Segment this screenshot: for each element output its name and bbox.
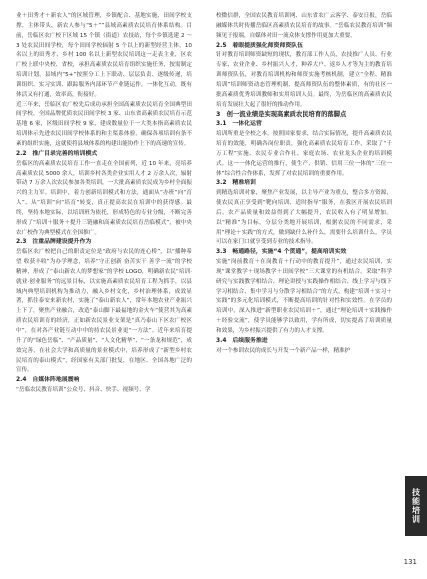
- section-side-tab: [405, 476, 427, 536]
- chapter-heading: 3 创一流业绩是实现高素质农民培育的落脚点: [216, 111, 347, 119]
- section-heading: 3.1 一体化运营: [216, 121, 262, 128]
- paragraph: 针对教育培训师资缺短的现状，教育部工作人员，农技推广人员、行业专家、农业企业、乡村振兴人才、种养大户、返乡人才等为主的教育培训师资队伍，对教育培训机构和师资实施考核机制，建立“全程、精准培训”培训师资动态管理机制，提高师资队伍的整体素质，有的社区一批高素质优秀培训教师和实用培训人员。最终，为岳临区的高素质农民培育发展壮大起了很好的推动作用。: [216, 52, 392, 108]
- section-heading: 2.3 注重品牌建设提升作为: [16, 239, 92, 246]
- section-heading: 3.4 后续服务推进: [216, 337, 268, 344]
- section-heading: 3.2 精准培训: [216, 180, 256, 187]
- paragraph: 近三年来，岳临区农广校先后成功承担全国高素质农民培育全国典型田间学校、全国品牌优质农民田间学校 3 家、山东省高素质农民培育示范基地 6 家，区级田间学校 9 家，建成数量位于一大类本指高素质农民培训体示先进农民田间学校体系的和主渠系体验，确保各项培训有条不紊的组织实施，这就使将县域体系的构建出能协作上下的高速的宣传。: [16, 101, 192, 147]
- section-heading: 3.3 畅通路径，实施“4 个贯通”，提高培训实效: [216, 249, 347, 256]
- left-text-column: [16, 12, 192, 396]
- right-text-column: [216, 12, 392, 357]
- page-number: 131: [403, 558, 417, 566]
- paragraph: 业＋田秀才＋新农人”的区域管理，乡镇配合、基地实施、田间学校支撑，主体带头，新农人参与“5＋””县域高素质农民培育体系结构。目前，岳临区农广校下区域 15 个镇（街道）农技站，每个乡镇选建 2 ～ 3 处农民田间学校，每个田间学校辐射 5 个以上的新型经营主体，10 名以上的田秀才、乡村 100 名以上新型农民培训这一走表主业，区农广校上联中央校、省校，承担高素质农民培育组织实施任务，按需制定培训计划，县域内“5+”按照分工上下联动、层层负责、逐级传递，培训组织、实习实训、跟踪服务内部环节产业链运作，一体化互动，既有体活又有打通，效率高，衔接好。: [16, 13, 194, 98]
- section-heading: 2.5 着眼提质强化师资师资队伍: [216, 42, 304, 49]
- paragraph: 岳临区的高素质农民培育工作一直走在全国前列，近 10 年来，亮培养高素质农民 5000 余人，培训乡村各类企业实用人才 2 万余人次，辐射带动 7 万余人次农民参加各类培训，一大批高素质农民成为乡村全面振兴的主力军。培训中，着力创新培训模式和方法，通面从“办班”向“育人”、从“培训”向“培育”转变，真正提高农民在培训中的获得感。最终，坚持本地实际，以培训班为依托，形成特色的专业分级，不断完善形成了“培训＋服务＋提升三链融和高素质农民培育岳临模式”，被中央农广校作为典型模式在全国推广。: [16, 160, 192, 236]
- paragraph: 校微信群，全国农民教育培训网、山东省农广云客学、泰安日报，岳临融媒体共时传播岳临区高素质农民培育的故事。“岳临农民教育培训”频频见于报端，自媒体对田一流众体支撑作用更加大重要。: [216, 13, 392, 39]
- paragraph: 培训所重是全校之本，按照国家要求，结合实际情况，提升高素质农民培育的效能，明确各岗位职责，强化高素质农民培育工作，采取了“千万工程”实施、农民专业合作社、家庭农场、农业龙头企业的培训模式。这一一体化运营的推行，使生产、供销、信用三位一体的“三位一体”综合性合作体系，发挥了对农民培训的重要作用。: [216, 131, 392, 177]
- side-tab-label: 技能培训: [411, 488, 421, 524]
- paragraph: 对一个参训农民的成长与开发一个新产品一样，精准护: [216, 347, 351, 354]
- paragraph: “岳临农民教育培训”公众号、抖音、快手、视频号、学: [16, 387, 151, 394]
- paragraph: 岳临区农广校把自己的职责定位是“政府与农民的连心桥”，以“播种希望 收获丰收”为办学理念，培养“守正创新 奋苦实干 善学一流”的学校精神，形成了“泰山新农人的梦想家”的学校 LOGO，明确新农民“培训·就业·创业服务”的远景目标，以实施高素质农民培育工程为抓手，以县域内典型培训机构为推动力，融入乡村文化，乡村治理体系，成效显著，抓住泰安来新农村，实施了“泰山新农人”，常年本地农业产业振兴上下了，聚焦产业融合，改造“泰山脚下最福地的金火车”使营其为高素质农民培训育的经济，正如新农民景业支架是“真乃泰山下区农广校区中”，在对各产业链互动中中的持农民景业更“一方法”。近年来培育提升了的“绿色岳临”、“产品质量”、“人文化精华”、“一条龙和规范”，成效完善，在社会大学和高质量的景业模式中，培养形成了“新型乡村农民培育的泰山模式”，经国家有关部门批复，在地区、全国各地广泛的宣传。: [16, 249, 192, 374]
- paragraph: 到精选培训对象，聚焦产业发展，以主导产业为重点，整合多方资源，使农民真正享受到“靶向培训、适时指导”服务，在我区开展农民培训后，农产品质量和效益得到了大幅提升，农民收入有了明显增加。以“精准”为目标，分层分类地开展培训，根据农民的不同需求，采用“理论＋实践”的方式，做到缺什么补什么，需要什么培训什么，学员可以在家门口就享受到专业的技术指导。: [216, 190, 392, 246]
- paragraph: 实施“岗前教育＋在岗教育＋行动中的教育提升”，通过农民培训，实现“课堂教学＋现场教学＋田间学校”三大课堂的有机结合。采取“科学研究与实践教学相结合、理论讲授与实践操作相结合、线上学习与线下学习相结合、集中学习与分散学习相结合”的方式，构建“培训＋实习＋实践”的多元化培训模式，不断提高培训的针对性和实效性。在学员的培训中，深入推进“新型职业农民培训＋”，通过“理论培训＋实践操作＋经验交流”，使学员能够学以致用，学有所成，切实提高了培训质量和效果，为乡村振兴提供了有力的人才支撑。: [216, 259, 392, 334]
- section-heading: 2.4 自媒体阵地展震响: [16, 377, 80, 384]
- section-heading: 2.2 推广目录完善的培训模式: [16, 150, 98, 157]
